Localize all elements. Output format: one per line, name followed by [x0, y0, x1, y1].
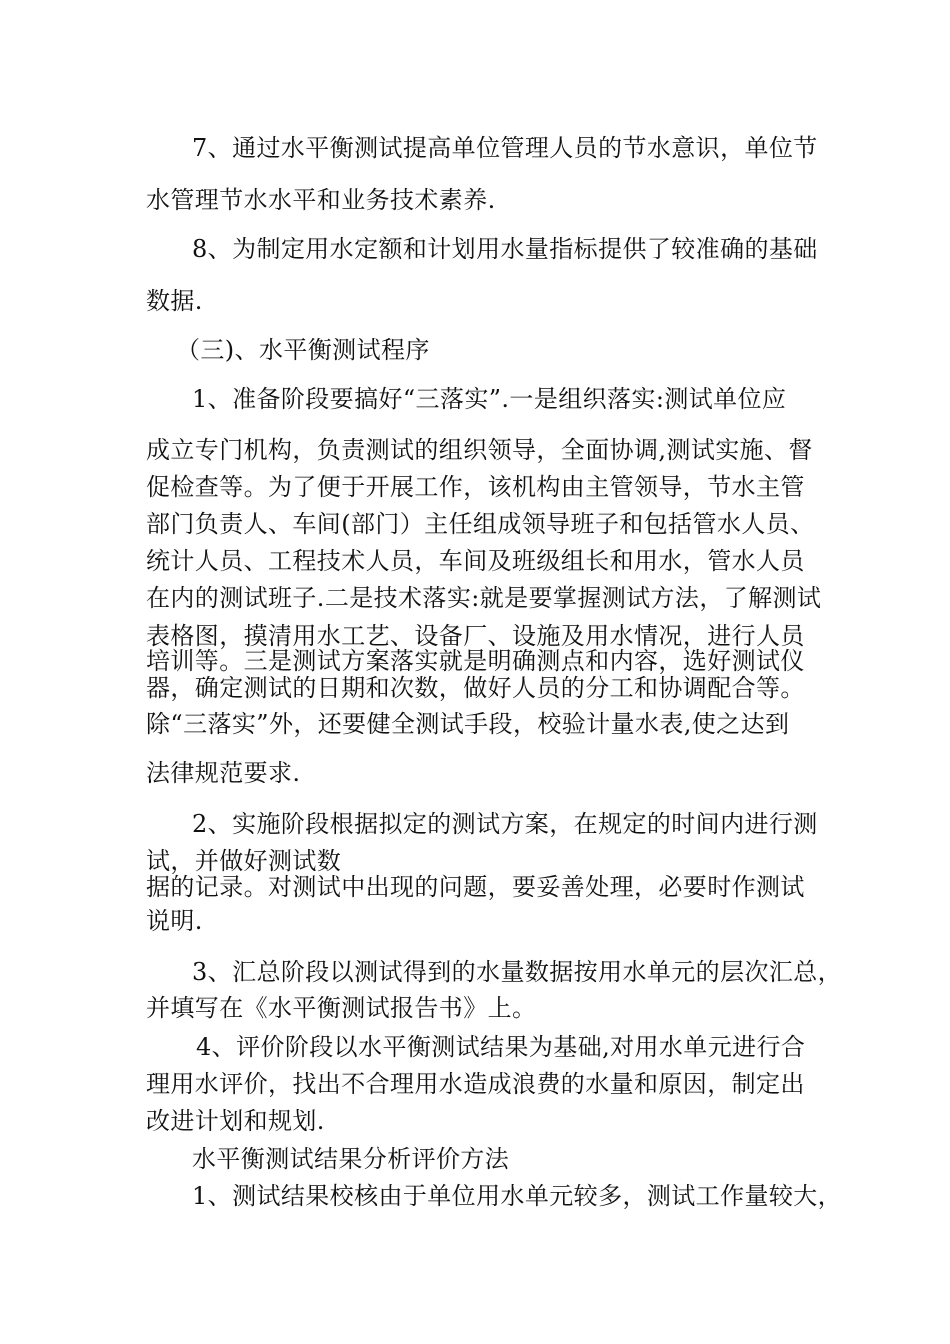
text-line: 1、测试结果校核由于单位用水单元较多，测试工作量较大， [192, 1182, 843, 1210]
text-line: 统计人员、工程技术人员，车间及班级组长和用水，管水人员 [146, 547, 805, 575]
text-line: 法律规范要求. [146, 759, 301, 787]
text-line: 7、通过水平衡测试提高单位管理人员的节水意识，单位节 [192, 134, 818, 162]
text-line: 2、实施阶段根据拟定的测试方案，在规定的时间内进行测 [192, 810, 818, 838]
text-line: 试，并做好测试数 [146, 847, 342, 875]
section-heading: 水平衡测试结果分析评价方法 [192, 1145, 510, 1173]
text-line: 成立专门机构，负责测试的组织领导，全面协调,测试实施、督 [146, 436, 813, 464]
text-line: 部门负责人、车间(部门）主任组成领导班子和包括管水人员、 [146, 510, 815, 538]
text-line: 改进计划和规划. [146, 1107, 325, 1135]
text-line: 表格图，摸清用水工艺、设备厂、设施及用水情况，进行人员 [146, 622, 805, 650]
text-line: 1、准备阶段要搞好“三落实”.一是组织落实:测试单位应 [192, 385, 787, 413]
text-line: 并填写在《水平衡测试报告书》上。 [146, 994, 537, 1022]
section-heading: （三)、水平衡测试程序 [176, 336, 430, 364]
text-line: 器，确定测试的日期和次数，做好人员的分工和协调配合等。 [146, 674, 805, 702]
text-line: 数据. [146, 287, 203, 315]
text-line: 培训等。三是测试方案落实就是明确测点和内容，选好测试仪 [146, 647, 805, 675]
text-line: 3、汇总阶段以测试得到的水量数据按用水单元的层次汇总， [192, 958, 843, 986]
text-line: 促检查等。为了便于开展工作，该机构由主管领导，节水主管 [146, 473, 805, 501]
text-line: 说明. [146, 907, 203, 935]
text-line: 水管理节水水平和业务技术素养. [146, 186, 496, 214]
text-line: 据的记录。对测试中出现的问题，要妥善处理，必要时作测试 [146, 873, 805, 901]
text-line: 8、为制定用水定额和计划用水量指标提供了较准确的基础 [192, 235, 818, 263]
text-line: 理用水评价，找出不合理用水造成浪费的水量和原因，制定出 [146, 1070, 805, 1098]
text-line: 4、评价阶段以水平衡测试结果为基础,对用水单元进行合 [196, 1033, 806, 1061]
text-line: 除“三落实”外，还要健全测试手段，校验计量水表,使之达到 [146, 710, 790, 738]
text-line: 在内的测试班子.二是技术落实:就是要掌握测试方法，了解测试 [146, 584, 822, 612]
